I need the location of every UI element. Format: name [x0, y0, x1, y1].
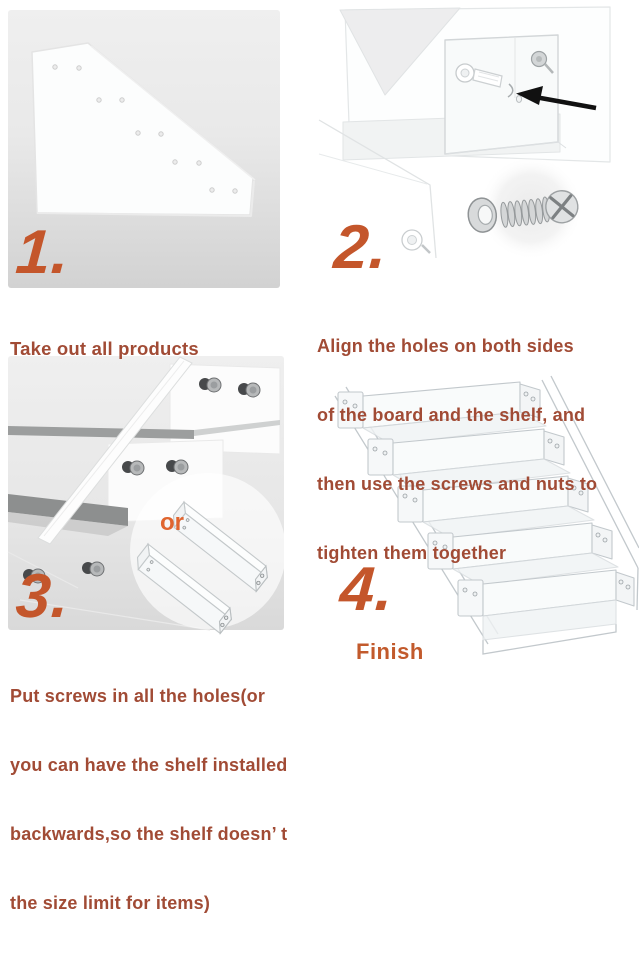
caption-line: Align the holes on both sides	[317, 336, 574, 356]
caption-line: tighten them together	[317, 543, 507, 563]
caption-line: the size limit for items)	[10, 893, 211, 913]
side-board	[32, 43, 255, 216]
step4-caption: Finish	[356, 639, 424, 664]
step4-number: 4.	[337, 555, 397, 624]
caption-line: backwards,so the shelf doesn’ t	[10, 824, 288, 844]
caption-line: Take out all products	[10, 338, 199, 359]
caption-line: you can have the shelf installed	[10, 755, 288, 775]
step1-number: 1.	[13, 218, 73, 287]
caption-line: then use the screws and nuts to	[317, 474, 598, 494]
alternative-tray-option	[130, 473, 286, 633]
caption-line: Put screws in all the holes(or	[10, 686, 266, 706]
step3-number: 3.	[13, 562, 73, 631]
step1-caption	[10, 291, 199, 406]
step3-caption	[10, 639, 287, 961]
screw-and-nut-icon	[467, 156, 583, 260]
mount-tab	[616, 572, 634, 606]
caption-line: of the board and the shelf, and	[317, 405, 586, 425]
step2-number: 2.	[331, 213, 391, 282]
shelf-corner-drawing	[340, 7, 610, 162]
or-label: or	[160, 509, 184, 536]
